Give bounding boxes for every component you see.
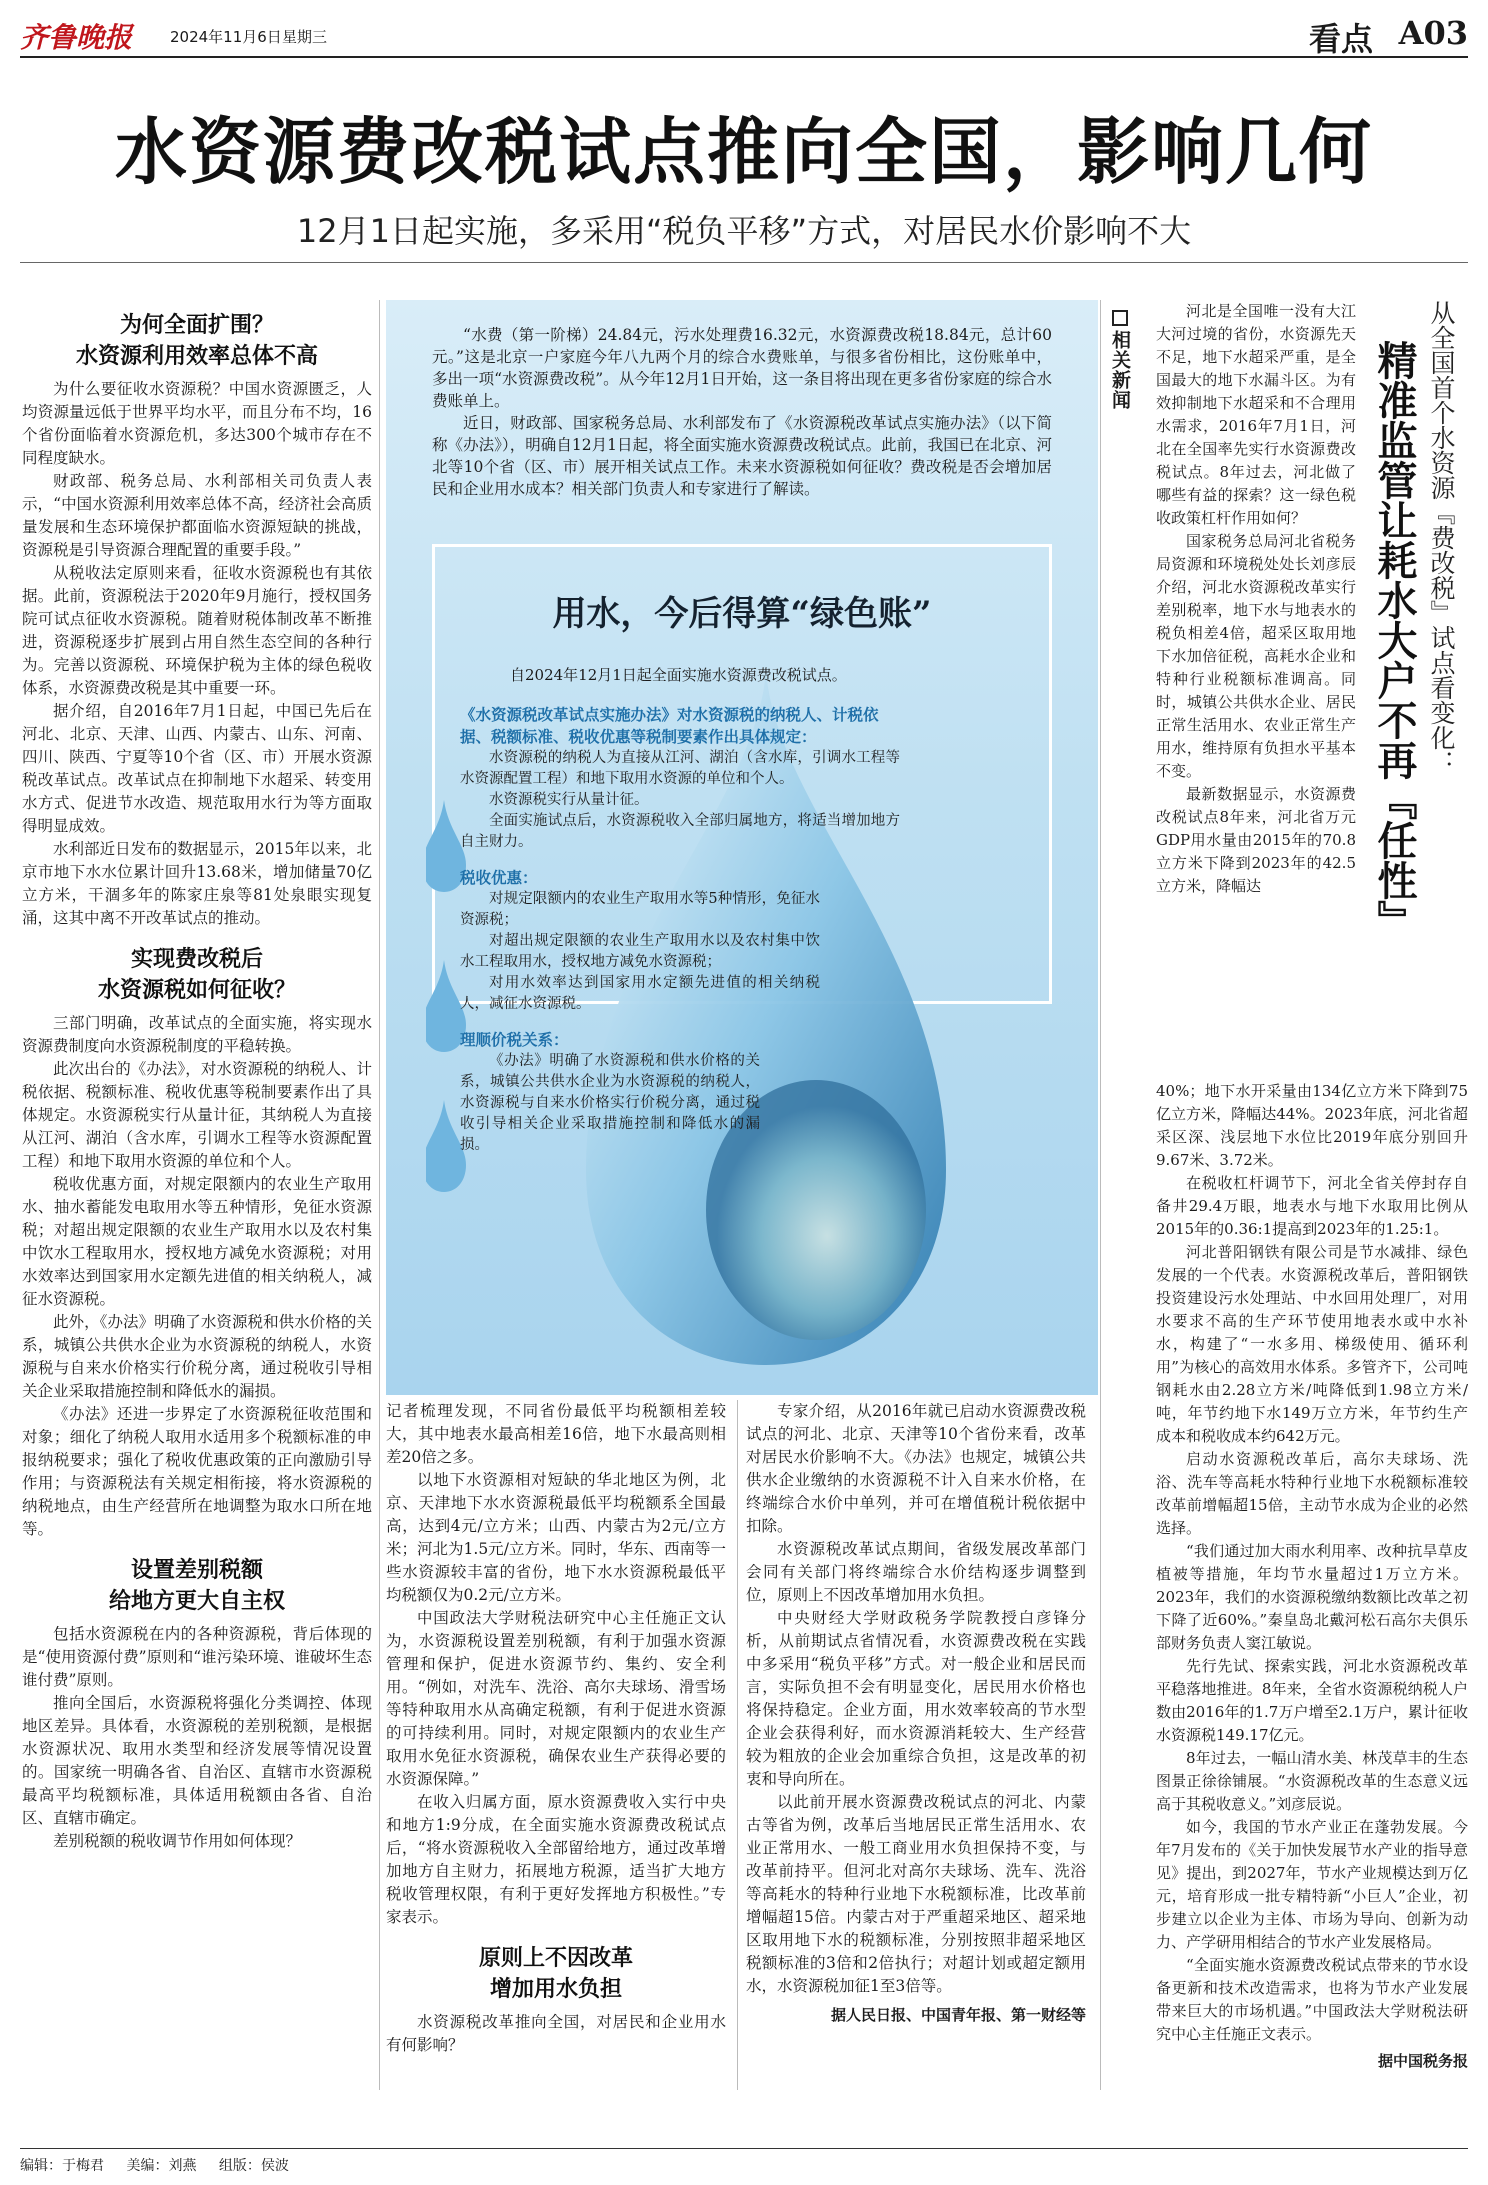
lead-paragraph: “水费（第一阶梯）24.84元，污水处理费16.32元，水资源费改税18.84元，总计60元。”这是北京一户家庭今年八九两个月的综合水费账单，与很多省份相比，这份账单中，多出一项“水资源费改税”。从今年12月1日开始，这一条目将出现在更多省份家庭的综合水费账单上。 — [432, 326, 1052, 410]
source-credit: 据人民日报、中国青年报、第一财经等 — [830, 2006, 1086, 2024]
feature-box — [386, 300, 1098, 1395]
source-credit: 据中国税务报 — [1377, 2052, 1468, 2070]
editor-credit: 编辑：于梅君 — [20, 2158, 104, 2174]
box-section-2 — [460, 889, 820, 1015]
masthead — [20, 8, 1468, 58]
paragraph: 河北普阳钢铁有限公司是节水减排、绿色发展的一个代表。水资源税改革后，普阳钢铁投资建设污水处理站、中水回用处理厂，对用水要求不高的生产环节使用地表水或中水补水，构建了“一水多用、梯级使用、循环利用”为核心的高效用水体系。多管齐下，公司吨钢耗水由2.28立方米/吨降低到1.98立方米/吨，年节约地下水149万立方米，年节约生产成本和税收成本约642万元。 — [1156, 1243, 1468, 1445]
box-paragraph: 水资源税实行从量计征。 — [489, 792, 649, 808]
related-title: 精准监管让耗水大户不再『任性』 — [1371, 340, 1418, 940]
paragraph: 推向全国后，水资源税将强化分类调控、体现地区差异。具体看，水资源税的差别税额，是根据水资源状况、取用水类型和经济发展等情况设置的。国家统一明确各省、自治区、直辖市水资源税最高平均税额标准，具体适用税额由各省、自治区、直辖市确定。 — [22, 1694, 372, 1827]
paragraph: 为什么要征收水资源税？中国水资源匮乏，人均资源量远低于世界平均水平，而且分布不均，16个省份面临着水资源危机，多达300个城市存在不同程度缺水。 — [22, 380, 372, 467]
section-title-2b: 水资源税如何征收？ — [97, 977, 296, 1003]
section-title-4a: 原则上不因改革 — [478, 1945, 633, 1971]
section-title-1b: 水资源利用效率总体不高 — [75, 343, 318, 369]
paragraph: 财政部、税务总局、水利部相关司负责人表示，“中国水资源利用效率总体不高，经济社会高质量发展和生态环境保护都面临水资源短缺的挑战，资源税是引导资源合理配置的重要手段。” — [22, 472, 372, 559]
box-content — [460, 664, 900, 1156]
headline-rule — [20, 262, 1468, 263]
paragraph: 河北是全国唯一没有大江大河过境的省份，水资源先天不足，地下水超采严重，是全国最大的地下水漏斗区。为有效抑制地下水超采和不合理用水需求，2016年7月1日，河北在全国率先实行水资源费改税试点。8年过去，河北做了哪些有益的探索？这一绿色税收政策杠杆作用如何？ — [1156, 302, 1356, 527]
paragraph: 记者梳理发现，不同省份最低平均税额相差较大，其中地表水最高相差16倍，地下水最高则相差20倍之多。 — [386, 1402, 726, 1466]
box-heading-3: 理顺价税关系： — [460, 1030, 569, 1049]
paragraph: 差别税额的税收调节作用如何体现？ — [53, 1832, 302, 1850]
paragraph: 启动水资源税改革后，高尔夫球场、洗浴、洗车等高耗水特种行业地下水税额标准较改革前增幅超15倍，主动节水成为企业的必然选择。 — [1156, 1450, 1468, 1537]
section-3-body — [22, 1623, 372, 1853]
box-section-1 — [460, 748, 900, 853]
box-title: 用水，今后得算“绿色账” — [552, 594, 932, 634]
column-rule — [379, 300, 380, 2090]
paragraph: 在收入归属方面，原水资源费收入实行中央和地方1:9分成，在全面实施水资源费改税试点后，“将水资源税收入全部留给地方，通过改革增加地方自主财力，拓展地方税源，适当扩大地方税收管理权限，有利于更好发挥地方积极性。”专家表示。 — [386, 1793, 726, 1926]
section-2-body — [22, 1012, 372, 1541]
left-column — [22, 310, 372, 1853]
paragraph: 先行先试、探索实践，河北水资源税改革平稳落地推进。8年来，全省水资源税纳税人户数由2016年的1.7万户增至2.1万户，累计征收水资源税149.17亿元。 — [1156, 1657, 1468, 1744]
box-paragraph: 全面实施试点后，水资源税收入全部归属地方，将适当增加地方自主财力。 — [460, 813, 900, 850]
paragraph: 以地下水资源相对短缺的华北地区为例，北京、天津地下水水资源税最低平均税额系全国最高，达到4元/立方米；山西、内蒙古为2元/立方米；河北为1.5元/立方米。同时，华东、西南等一些水资源较丰富的省份，地下水水资源税最低平均税额仅为0.2元/立方米。 — [386, 1471, 726, 1604]
issue-date: 2024年11月6日 — [170, 28, 282, 46]
paragraph: 水利部近日发布的数据显示，2015年以来，北京市地下水水位累计回升13.68米，增加储量70亿立方米，干涸多年的陈家庄泉等81处泉眼实现复涌，这其中离不开改革试点的推动。 — [22, 840, 372, 927]
section-1-body — [22, 378, 372, 930]
related-body — [1156, 1080, 1468, 2073]
paragraph: “我们通过加大雨水利用率、改种抗旱草皮植被等措施，年均节水量超过1万立方米。2023年，我们的水资源税缴纳数额比改革之初下降了近60%。”秦皇岛北戴河松石高尔夫俱乐部财务负责人窦江敏说。 — [1156, 1542, 1468, 1652]
box-section-3 — [460, 1051, 760, 1156]
paragraph: 专家介绍，从2016年就已启动水资源费改税试点的河北、北京、天津等10个省份来看，改革对居民水价影响不大。《办法》也规定，城镇公共供水企业缴纳的水资源税不计入自来水价格，在终端综合水价中单列，并可在增值税计税依据中扣除。 — [746, 1402, 1086, 1535]
box-heading-2: 税收优惠： — [460, 868, 538, 887]
column-rule — [737, 1400, 738, 2090]
headline: 水资源费改税试点推向全国，影响几何 — [114, 109, 1373, 194]
box-paragraph: 《办法》明确了水资源税和供水价格的关系，城镇公共供水企业为水资源税的纳税人，水资源税与自来水价格实行价税分离，通过税收引导相关企业采取措施控制和降低水的漏损。 — [460, 1053, 760, 1153]
middle-body — [386, 1400, 726, 1929]
box-intro: 自2024年12月1日起全面实施水资源费改税试点。 — [510, 666, 847, 684]
paragraph: 如今，我国的节水产业正在蓬勃发展。今年7月发布的《关于加快发展节水产业的指导意见》提出，到2027年，节水产业规模达到万亿元，培育形成一批专精特新“小巨人”企业，初步建立以企业为主体、市场为导向、创新为动力、产学研用相结合的节水产业发展格局。 — [1156, 1818, 1468, 1951]
related-news-tag — [1108, 310, 1132, 410]
lead-text — [432, 324, 1052, 500]
paragraph: 40%；地下水开采量由134亿立方米下降到75亿立方米，降幅达44%。2023年底，河北省超采区深、浅层地下水位比2019年底分别回升9.67米、3.72米。 — [1156, 1082, 1468, 1169]
paragraph: 从税收法定原则来看，征收水资源税也有其依据。此前，资源税法于2020年9月施行，授权国务院可试点征收水资源税。随着财税体制改革不断推进，资源税逐步扩展到占用自然生态空间的各种行为。完善以资源税、环境保护税为主体的绿色税收体系，水资源费改税是其中重要一环。 — [22, 564, 372, 697]
paragraph: 三部门明确，改革试点的全面实施，将实现水资源费制度向水资源税制度的平稳转换。 — [22, 1014, 372, 1055]
section-4-body — [386, 2011, 726, 2057]
paper-logo: 齐鲁晚报 — [20, 21, 133, 54]
art-credit: 美编：刘燕 — [126, 2158, 197, 2174]
related-kicker: 从全国首个水资源『费改税』试点看变化： — [1427, 300, 1456, 775]
paragraph: 税收优惠方面，对规定限额内的农业生产取用水、抽水蓄能发电取用水等五种情形，免征水资源税；对超出规定限额的农业生产取用水以及农村集中饮水工程取用水，授权地方减免水资源税；对用水效率达到国家用水定额先进值的相关纳税人，减征水资源税。 — [22, 1175, 372, 1308]
paragraph: “全面实施水资源费改税试点带来的节水设备更新和技术改造需求，也将为节水产业发展带来巨大的市场机遇。”中国政法大学财税法研究中心主任施正文表示。 — [1156, 1956, 1468, 2043]
fourth-body — [746, 1400, 1086, 1998]
box-paragraph: 对用水效率达到国家用水定额先进值的相关纳税人，减征水资源税。 — [460, 975, 820, 1012]
box-heading-1: 《水资源税改革试点实施办法》对水资源税的纳税人、计税依据、税额标准、税收优惠等税制要素作出具体规定： — [460, 705, 879, 746]
section-name: 看点 — [1308, 20, 1373, 58]
box-paragraph: 对规定限额内的农业生产取用水等5种情形，免征水资源税； — [460, 891, 820, 928]
paragraph: 包括水资源税在内的各种资源税，背后体现的是“使用资源付费”原则和“谁污染环境、谁破坏生态谁付费”原则。 — [22, 1625, 372, 1689]
box-paragraph: 对超出规定限额的农业生产取用水以及农村集中饮水工程取用水，授权地方减免水资源税； — [460, 933, 820, 970]
paragraph: 此次出台的《办法》，对水资源税的纳税人、计税依据、税额标准、税收优惠等税制要素作出了具体规定。水资源税实行从量计征，其纳税人为直接从江河、湖泊（含水库，引调水工程等水资源配置工程）和地下取用水资源的单位和个人。 — [22, 1060, 372, 1170]
paragraph: 此外，《办法》明确了水资源税和供水价格的关系，城镇公共供水企业为水资源税的纳税人，水资源税与自来水价格实行价税分离，通过税收引导相关企业采取措施控制和降低水的漏损。 — [22, 1313, 372, 1400]
paragraph: 水资源税改革试点期间，省级发展改革部门会同有关部门将终端综合水价结构逐步调整到位，原则上不因改革增加用水负担。 — [746, 1540, 1086, 1604]
fourth-column — [746, 1400, 1086, 2025]
box-paragraph: 水资源税的纳税人为直接从江河、湖泊（含水库，引调水工程等水资源配置工程）和地下取用水资源的单位和个人。 — [460, 750, 900, 787]
paragraph: 《办法》还进一步界定了水资源税征收范围和对象；细化了纳税人取用水适用多个税额标准的申报纳税要求；强化了税收优惠政策的正向激励引导作用；与资源税法有关规定相衔接，将水资源税的纳税地点，由生产经营所在地调整为取水口所在地等。 — [22, 1405, 372, 1538]
page-number: A03 — [1398, 14, 1468, 52]
issue-weekday: 星期三 — [282, 28, 328, 46]
paragraph: 据介绍，自2016年7月1日起，中国已先后在河北、北京、天津、山西、内蒙古、山东、河南、四川、陕西、宁夏等10个省（区、市）开展水资源税改革试点。改革试点在抑制地下水超采、转变用水方式、促进节水改造、规范取用水行为等方面取得明显成效。 — [22, 702, 372, 835]
tag-box-icon — [1112, 310, 1128, 326]
middle-column — [386, 1400, 726, 2057]
section-title-3b: 给地方更大自主权 — [108, 1588, 285, 1614]
subheadline: 12月1日起实施，多采用“税负平移”方式，对居民水价影响不大 — [296, 212, 1192, 250]
tag-label: 相关新闻 — [1109, 330, 1131, 410]
paragraph: 以此前开展水资源费改税试点的河北、内蒙古等省为例，改革后当地居民正常生活用水、农业正常用水、一般工商业用水负担保持不变，与改革前持平。但河北对高尔夫球场、洗车、洗浴等高耗水的特种行业地下水税额标准，比改革前增幅超15倍。内蒙古对于严重超采地区、超采地区取用地下水的税额标准，分别按照非超采地区税额标准的3倍和2倍执行；对超计划或超定额用水，水资源税加征1至3倍等。 — [746, 1793, 1086, 1995]
column-rule — [1100, 300, 1101, 2090]
section-title-3a: 设置差别税额 — [130, 1557, 263, 1583]
section-title-2a: 实现费改税后 — [130, 946, 263, 972]
paragraph: 国家税务总局河北省税务局资源和环境税处处长刘彦辰介绍，河北水资源税改革实行差别税率，地下水与地表水的税负相差4倍，超采区取用地下水加倍征税，高耗水企业和特种行业税额标准调高。同时，城镇公共供水企业、居民正常生活用水、农业正常生产用水，维持原有负担水平基本不变。 — [1156, 532, 1356, 780]
paragraph: 8年过去，一幅山清水美、林茂草丰的生态图景正徐徐铺展。“水资源税改革的生态意义远高于其税收意义。”刘彦辰说。 — [1156, 1749, 1468, 1813]
paragraph: 最新数据显示，水资源费改税试点8年来，河北省万元GDP用水量由2015年的70.8立方米下降到2023年的42.5立方米，降幅达 — [1156, 785, 1356, 895]
paragraph: 中央财经大学财政税务学院教授白彦锋分析，从前期试点省情况看，水资源费改税在实践中多采用“税负平移”方式。对一般企业和居民而言，实际负担不会有明显变化，居民用水价格也将保持稳定。企业方面，用水效率较高的节水型企业会获得利好，而水资源消耗较大、生产经营较为粗放的企业会加重综合负担，这是改革的初衷和导向所在。 — [746, 1609, 1086, 1788]
layout-credit: 组版：侯波 — [218, 2158, 289, 2174]
section-title-1a: 为何全面扩围？ — [119, 312, 274, 338]
related-top-body — [1156, 300, 1356, 898]
paragraph: 中国政法大学财税法研究中心主任施正文认为，水资源税设置差别税额，有利于加强水资源管理和保护，促进水资源节约、集约、安全利用。“例如，对洗车、洗浴、高尔夫球场、滑雪场等特种取用水从高确定税额，有利于促进水资源的可持续利用。同时，对规定限额内的农业生产取用水免征水资源税，确保农业生产获得必要的水资源保障。” — [386, 1609, 726, 1788]
footer — [20, 2148, 1468, 2178]
lead-paragraph: 近日，财政部、国家税务总局、水利部发布了《水资源税改革试点实施办法》（以下简称《办法》），明确自12月1日起，将全面实施水资源费改税试点。此前，我国已在北京、河北等10个省（区、市）展开相关试点工作。未来水资源税如何征收？费改税是否会增加居民和企业用水成本？相关部门负责人和专家进行了解读。 — [432, 414, 1052, 498]
section-title-4b: 增加用水负担 — [489, 1976, 622, 2002]
paragraph: 在税收杠杆调节下，河北全省关停封存自备井29.4万眼，地表水与地下水取用比例从2015年的0.36:1提高到2023年的1.25:1。 — [1156, 1174, 1468, 1238]
related-news — [1108, 300, 1468, 2090]
paragraph: 水资源税改革推向全国，对居民和企业用水有何影响？ — [386, 2013, 726, 2054]
